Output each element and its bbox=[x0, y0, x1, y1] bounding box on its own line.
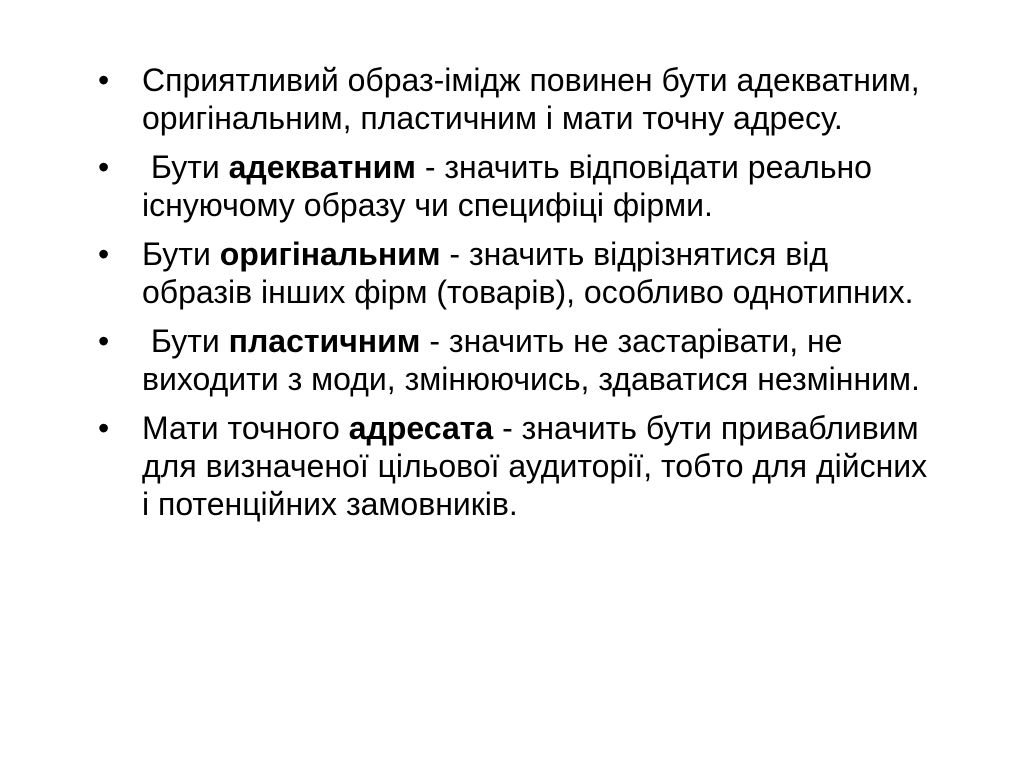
item-term: оригінальним bbox=[219, 236, 441, 272]
bullet-icon: • bbox=[98, 410, 110, 446]
list-item bbox=[98, 148, 928, 224]
item-term: адекватним bbox=[228, 149, 416, 185]
item-term: пластичним bbox=[228, 323, 421, 359]
item-text: Сприятливий образ-імідж повинен бути адекватним, оригінальним, пластичним і мати точну адресу. bbox=[142, 62, 920, 136]
list-item bbox=[98, 409, 928, 523]
bullet-icon: • bbox=[98, 323, 110, 359]
bullet-icon: • bbox=[98, 149, 110, 185]
item-text-lead: Мати точного bbox=[142, 410, 349, 446]
item-text-definition: - значить відповідати реально існуючому образу чи специфіці фірми. bbox=[142, 149, 872, 223]
item-text-lead: Бути bbox=[142, 149, 229, 185]
item-text-definition: - значить не застарівати, не виходити з моди, змінюючись, здаватися незмінним. bbox=[142, 323, 920, 397]
bullet-icon: • bbox=[98, 62, 110, 98]
item-text-lead: Бути bbox=[142, 236, 220, 272]
bullet-icon: • bbox=[98, 236, 110, 272]
item-term: адресата bbox=[348, 410, 494, 446]
item-text-definition: - значить відрізнятися від образів інших фірм (товарів), особливо однотипних. bbox=[142, 236, 914, 310]
list-item bbox=[98, 235, 928, 311]
list-item bbox=[98, 61, 928, 137]
bullet-list bbox=[98, 61, 928, 534]
list-item bbox=[98, 322, 928, 398]
item-text-lead: Бути bbox=[142, 323, 229, 359]
item-text-definition: - значить бути привабливим для визначеної цільової аудиторії, тобто для дійсних і потенційних замовників. bbox=[142, 410, 928, 522]
